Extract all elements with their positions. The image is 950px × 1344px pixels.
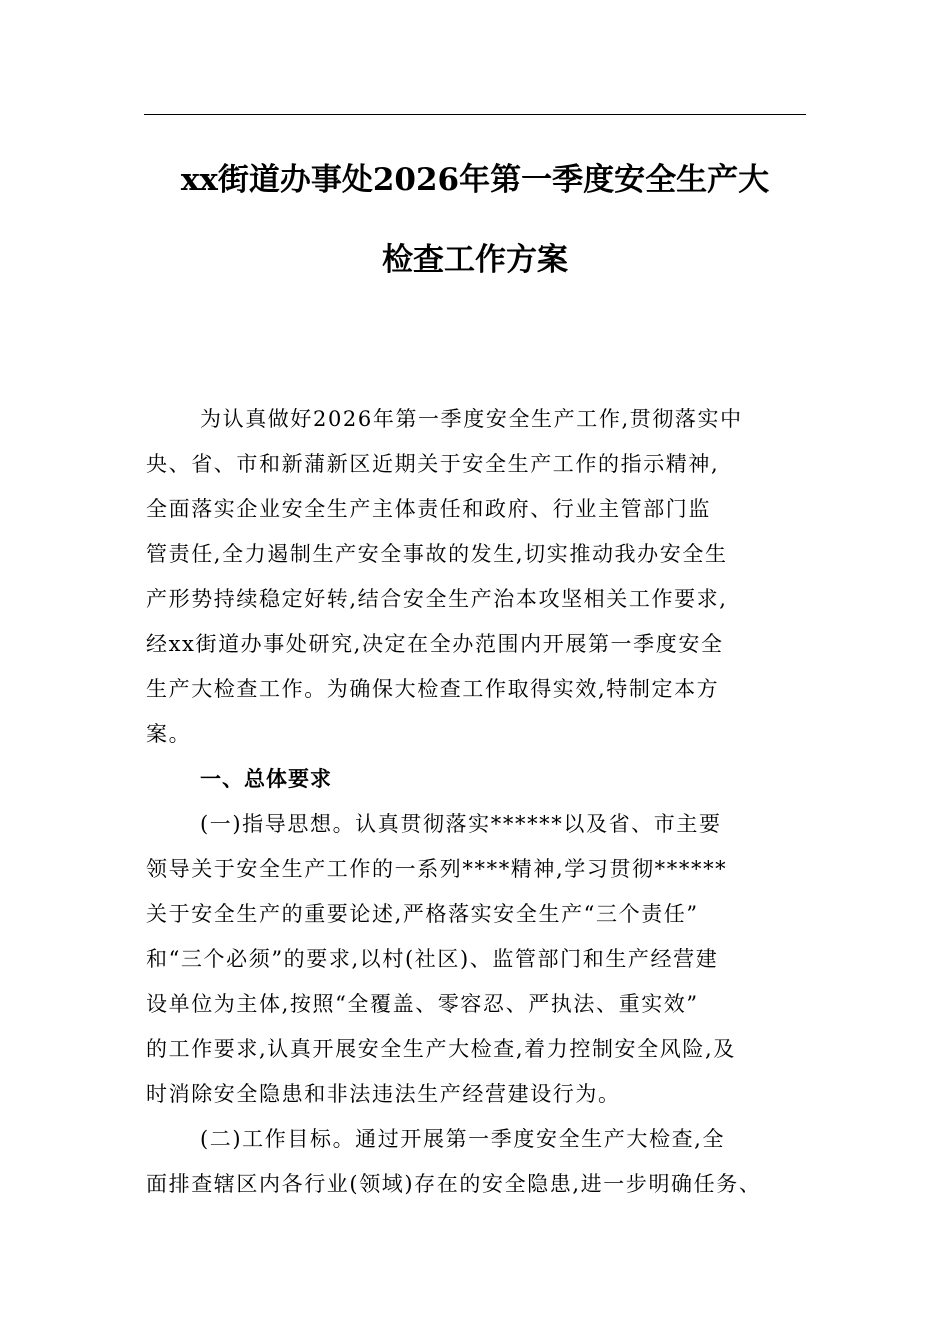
guiding-paragraph-line: (一)指导思想。认真贯彻落实******以及省、市主要: [200, 812, 722, 836]
section-heading: 一、总体要求: [200, 767, 332, 791]
guiding-paragraph-line: 和“三个必须”的要求,以村(社区)、监管部门和生产经营建: [146, 947, 719, 971]
guiding-paragraph-line: 领导关于安全生产工作的一系列****精神,学习贯彻******: [146, 857, 728, 881]
intro-paragraph-line: 经xx街道办事处研究,决定在全办范围内开展第一季度安全: [146, 632, 724, 656]
guiding-paragraph-line: 关于安全生产的重要论述,严格落实安全生产“三个责任”: [146, 902, 699, 926]
goal-paragraph-line: (二)工作目标。通过开展第一季度安全生产大检查,全: [200, 1127, 726, 1151]
intro-paragraph-line: 产形势持续稳定好转,结合安全生产治本攻坚相关工作要求,: [146, 587, 728, 611]
document-title: [144, 162, 806, 278]
document-body: [146, 397, 806, 1207]
intro-paragraph-line: 管责任,全力遏制生产安全事故的发生,切实推动我办安全生: [146, 542, 728, 566]
guiding-paragraph-line: 的工作要求,认真开展安全生产大检查,着力控制安全风险,及: [146, 1037, 736, 1061]
title-line: xx街道办事处2026年第一季度安全生产大: [180, 162, 770, 198]
intro-paragraph-line: 生产大检查工作。为确保大检查工作取得实效,特制定本方: [146, 677, 720, 701]
intro-paragraph-line: 央、省、市和新蒲新区近期关于安全生产工作的指示精神,: [146, 452, 720, 476]
header-rule: [144, 114, 806, 115]
guiding-paragraph-line: 设单位为主体,按照“全覆盖、零容忍、严执法、重实效”: [146, 992, 699, 1016]
intro-paragraph-line: 为认真做好2026年第一季度安全生产工作,贯彻落实中: [200, 407, 743, 431]
goal-paragraph-line: 面排查辖区内各行业(领域)存在的安全隐患,进一步明确任务、: [146, 1172, 762, 1196]
guiding-paragraph-line: 时消除安全隐患和非法违法生产经营建设行为。: [146, 1082, 621, 1106]
intro-paragraph-line: 案。: [146, 722, 192, 746]
title-line: 检查工作方案: [382, 242, 568, 278]
intro-paragraph-line: 全面落实企业安全生产主体责任和政府、行业主管部门监: [146, 497, 711, 521]
